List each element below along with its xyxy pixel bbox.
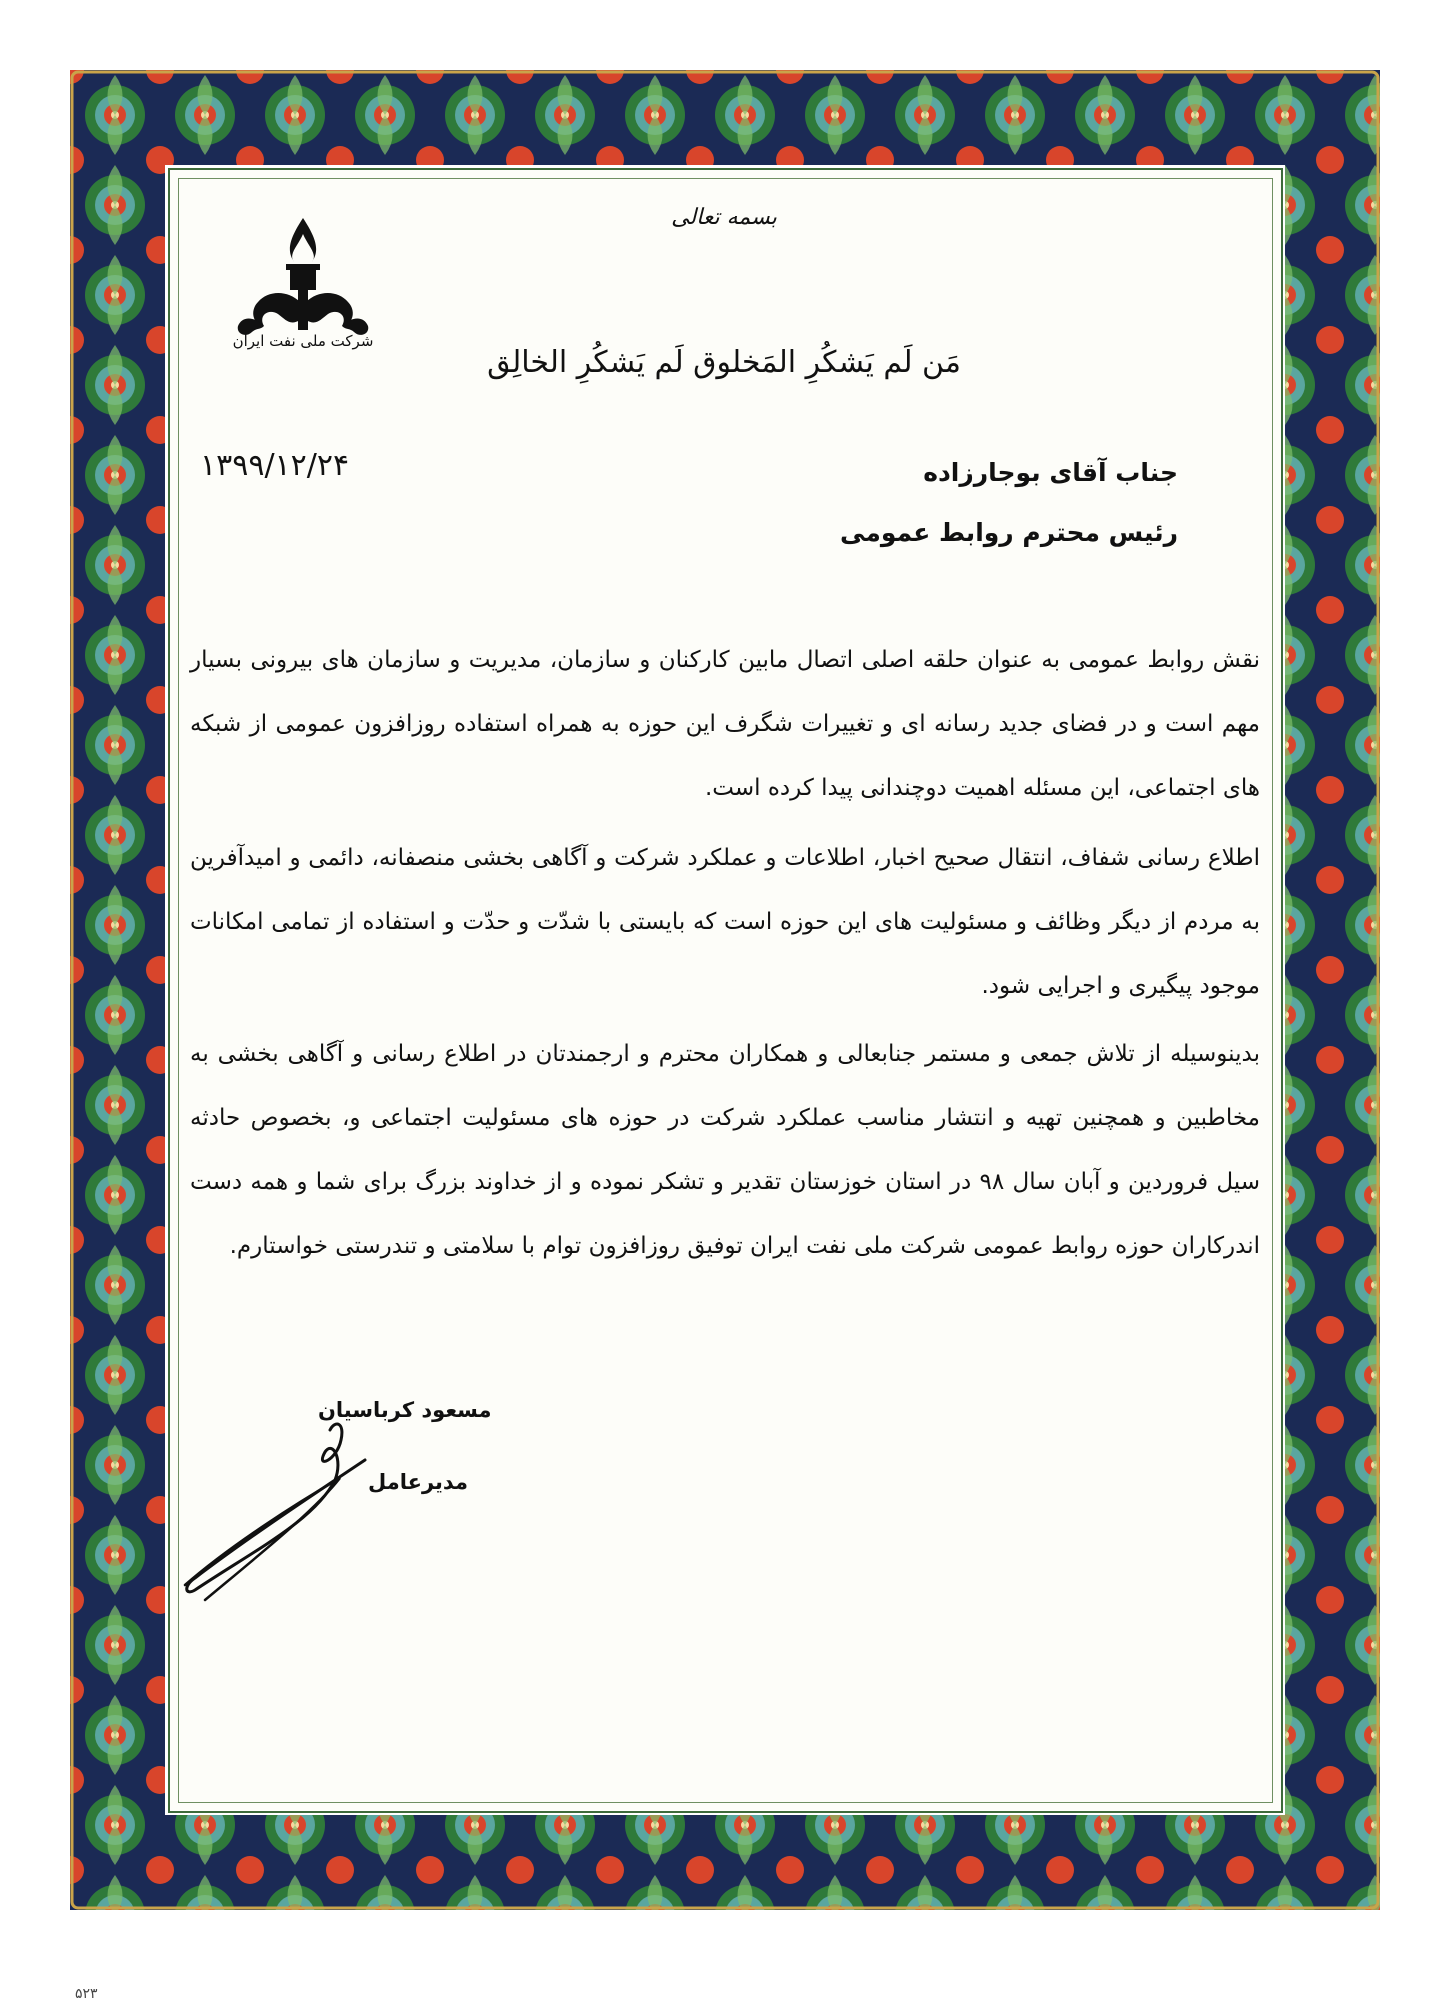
body-paragraph-2: اطلاع رسانی شفاف، انتقال صحیح اخبار، اطلاعات و عملکرد شرکت و آگاهی بخشی منصفانه، دائمی و امیدآفرین به مردم از دیگر وظائف و مسئولیت های این حوزه است که بایستی با شدّت و حدّت و استفاده از تمامی امکانات موجود پیگیری و اجرایی شود. bbox=[190, 845, 1260, 999]
letter-date: ۱۳۹۹/۱۲/۲۴ bbox=[200, 448, 350, 483]
bismillah-heading: بسمه تعالی bbox=[671, 205, 777, 230]
logo-caption: شرکت ملی نفت ایران bbox=[232, 332, 374, 350]
signatory-name: مسعود کرباسیان bbox=[318, 1398, 492, 1422]
page-number-note: ۵۲۳ bbox=[75, 1986, 98, 2002]
body-paragraph-3: بدینوسیله از تلاش جمعی و مستمر جنابعالی و همکاران محترم و ارجمندتان در اطلاع رسانی و آگاهی بخشی به مخاطبین و همچنین تهیه و انتشار مناسب عملکرد شرکت در حوزه های مسئولیت اجتماعی و، بخصوص حادثه سیل فروردین و آبان سال ۹۸ در استان خوزستان تقدیر و تشکر نموده و از خداوند بزرگ برای شما و همه دست اندرکاران حوزه روابط عمومی شرکت ملی نفت ایران توفیق روزافزون توام با سلامتی و تندرستی خواستارم. bbox=[190, 1041, 1260, 1259]
body-paragraph-1: نقش روابط عمومی به عنوان حلقه اصلی اتصال مابین کارکنان و سازمان، مدیریت و سازمان های بیرونی بسیار مهم است و در فضای جدید رسانه ای و تغییرات شگرف این حوزه به همراه استفاده روزافزون عمومی از شبکه های اجتماعی، این مسئله اهمیت دوچندانی پیدا کرده است. bbox=[190, 647, 1260, 801]
recipient-title: رئیس محترم روابط عمومی bbox=[840, 518, 1178, 547]
recipient-name: جناب آقای بوجارزاده bbox=[923, 458, 1178, 487]
signatory-title: مدیرعامل bbox=[368, 1470, 469, 1494]
handwritten-signature-icon bbox=[165, 1400, 405, 1610]
hadith-quote: مَن لَم یَشکُرِ المَخلوق لَم یَشکُرِ الخالِق bbox=[487, 345, 961, 380]
